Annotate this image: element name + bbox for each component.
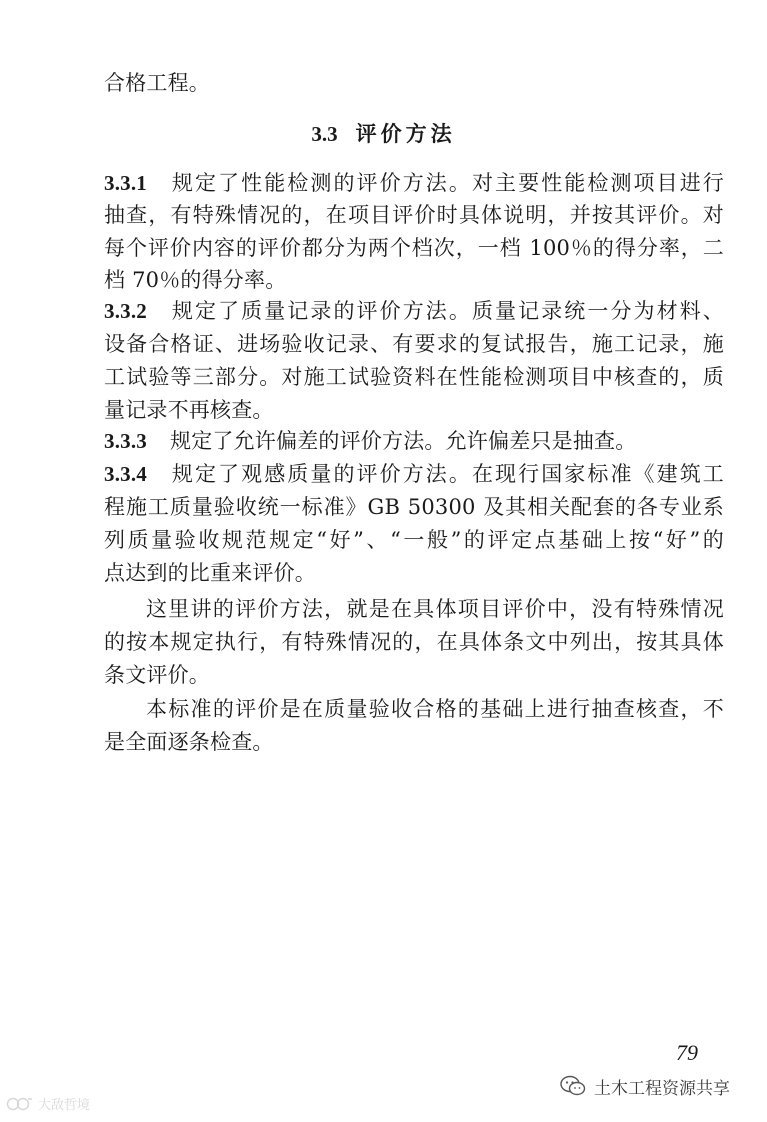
watermark-wechat [560,1072,730,1100]
page-number: 79 [676,1040,698,1065]
clause-number: 3.3.1 [104,171,147,195]
clause-3-3-2-line-4: 量记录不再核查。 [104,398,274,422]
paragraph-1-line-1: 这里讲的评价方法，就是在具体项目评价中，没有特殊情况 [146,597,724,621]
clause-3-3-1-line-4: 档 70％的得分率。 [104,268,287,292]
clause-3-3-3-line-1: 3.3.3 规定了允许偏差的评价方法。允许偏差只是抽查。 [104,429,637,453]
paragraph-1-line-3: 条文评价。 [104,663,210,687]
clause-3-3-4-line-2: 程施工质量验收统一标准》GB 50300 及其相关配套的各专业系 [104,495,724,519]
watermark-left [6,1094,90,1113]
clause-3-3-4-line-3: 列质量验收规范规定“好”、“一般”的评定点基础上按“好”的 [104,528,724,552]
paragraph-1-line-2: 的按本规定执行，有特殊情况的，在具体条文中列出，按其具体 [104,630,724,654]
clause-3-3-2-line-1: 3.3.2 规定了质量记录的评价方法。质量记录统一分为材料、 [104,299,724,323]
clause-3-3-1-line-2: 抽查，有特殊情况的，在项目评价时具体说明，并按其评价。对 [104,203,724,227]
paragraph-2-line-2: 是全面逐条检查。 [104,730,274,754]
watermark-text: 土木工程资源共享 [594,1078,730,1099]
clause-number: 3.3.2 [104,299,147,323]
wechat-icon [560,1075,586,1097]
section-number: 3.3 [311,122,338,146]
paragraph-2-line-1: 本标准的评价是在质量验收合格的基础上进行抽查核查，不 [146,697,724,721]
clause-3-3-1-line-3: 每个评价内容的评价都分为两个档次，一档 100％的得分率，二 [104,236,724,260]
clause-3-3-2-line-2: 设备合格证、进场验收记录、有要求的复试报告，施工记录，施 [104,332,724,356]
clause-number: 3.3.4 [104,462,147,486]
clause-3-3-4-line-1: 3.3.4 规定了观感质量的评价方法。在现行国家标准《建筑工 [104,462,724,486]
clause-3-3-4-line-4: 点达到的比重来评价。 [104,561,316,585]
clause-3-3-2-line-3: 工试验等三部分。对施工试验资料在性能检测项目中核查的，质 [104,365,724,389]
section-heading [0,118,767,148]
watermark-logo-icon [6,1096,34,1112]
text-line-1: 合格工程。 [104,71,210,95]
clause-3-3-1-line-1: 3.3.1 规定了性能检测的评价方法。对主要性能检测项目进行 [104,171,724,195]
section-title: 评价方法 [355,121,456,146]
clause-number: 3.3.3 [104,429,147,453]
watermark-left-text: 大敌哲境 [38,1098,91,1113]
